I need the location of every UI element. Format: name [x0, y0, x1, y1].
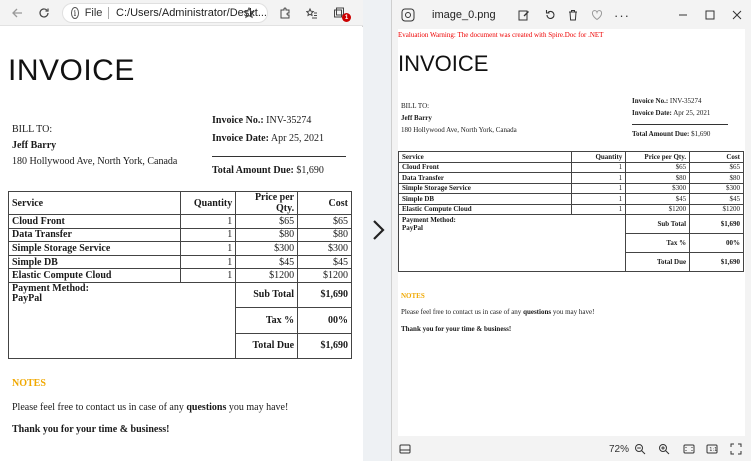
zoom-out-icon: [634, 443, 646, 455]
service-cell: Cloud Front: [9, 215, 181, 229]
browser-window: [0, 0, 363, 461]
collections-button[interactable]: [330, 4, 348, 22]
price-cell: $1200: [236, 269, 298, 283]
invoice-title: INVOICE: [398, 51, 489, 76]
filmstrip-icon: [399, 444, 411, 454]
more-options-button[interactable]: [614, 7, 630, 23]
photos-app-icon: [400, 7, 416, 23]
total-due-value: $1,690: [691, 130, 711, 138]
cost-cell: $1200: [298, 269, 352, 283]
viewer-titlebar: [392, 0, 751, 30]
rendered-image: [398, 29, 745, 436]
payment-method-value: PayPal: [12, 292, 42, 304]
invoice-date: Apr 25, 2021: [270, 133, 324, 144]
price-cell: $65: [626, 162, 690, 173]
payment-method-cell: [9, 282, 236, 358]
tax-value: 00%: [690, 234, 744, 253]
minimize-icon: [678, 10, 688, 20]
heart-icon: [591, 9, 603, 21]
favorite-image-button[interactable]: [589, 7, 605, 23]
qty-cell: 1: [572, 204, 626, 215]
table-header-row: [9, 192, 352, 215]
total-due-label: Total Amount Due:: [632, 130, 690, 138]
table-row: [399, 194, 744, 205]
sub-total-value: $1,690: [690, 215, 744, 234]
total-label: Total Due: [236, 333, 298, 358]
zoom-level: 72%: [608, 443, 629, 455]
invoice-title: INVOICE: [8, 54, 135, 87]
fullscreen-icon: [730, 443, 742, 455]
rotate-icon: [544, 9, 556, 21]
actual-size-icon: [706, 443, 718, 455]
invoice-no-label: Invoice No.:: [632, 97, 669, 105]
favorites-icon: [306, 7, 318, 19]
customer-name: Jeff Barry: [401, 114, 432, 122]
cost-cell: $45: [298, 255, 352, 269]
qty-cell: 1: [181, 269, 236, 283]
delete-button[interactable]: [565, 7, 581, 23]
column-header-service: Service: [399, 152, 572, 163]
payment-method-label: Payment Method:: [12, 282, 89, 294]
service-cell: Simple DB: [399, 194, 572, 205]
star-icon: [243, 7, 255, 19]
close-button[interactable]: [729, 7, 745, 23]
notes-text-end: you may have!: [226, 402, 289, 413]
table-row: [9, 228, 352, 242]
close-icon: [732, 10, 742, 20]
column-header-cost: Cost: [298, 192, 352, 215]
price-cell: $80: [626, 173, 690, 184]
divider: [212, 156, 346, 157]
fit-window-icon: [683, 443, 695, 455]
total-label: Total Due: [626, 253, 690, 272]
table-row: [9, 255, 352, 269]
notes-heading: NOTES: [401, 292, 425, 300]
sub-total-label: Sub Total: [236, 282, 298, 307]
tax-label: Tax %: [236, 307, 298, 333]
invoice-info-block: [632, 95, 728, 140]
cost-cell: $65: [298, 215, 352, 229]
fullscreen-button[interactable]: [729, 442, 743, 456]
column-header-service: Service: [9, 192, 181, 215]
table-row: [399, 204, 744, 215]
customer-address: 180 Hollywood Ave, North York, Canada: [12, 156, 178, 167]
total-due-value: $1,690: [296, 165, 324, 176]
service-cell: Simple DB: [9, 255, 181, 269]
invoice-date-label: Invoice Date:: [632, 109, 672, 117]
address-bar[interactable]: [62, 3, 268, 23]
divider: [632, 124, 728, 125]
tax-label: Tax %: [626, 234, 690, 253]
thanks-text: Thank you for your time & business!: [401, 325, 512, 333]
chevron-right-icon: [369, 218, 387, 242]
maximize-button[interactable]: [702, 7, 718, 23]
refresh-button[interactable]: [35, 4, 53, 22]
table-row: [399, 162, 744, 173]
address-path: C:/Users/Administrator/Deskt...: [116, 7, 267, 19]
column-header-cost: Cost: [690, 152, 744, 163]
browser-toolbar: [0, 0, 363, 26]
notes-text-bold: questions: [186, 402, 227, 413]
column-header-price: Price per Qty.: [626, 152, 690, 163]
service-cell: Simple Storage Service: [399, 183, 572, 194]
column-header-price: Price per Qty.: [236, 192, 298, 215]
invoice-info-block: [212, 113, 346, 178]
info-icon[interactable]: i: [71, 7, 79, 19]
qty-cell: 1: [181, 242, 236, 256]
customer-name: Jeff Barry: [12, 140, 57, 151]
bill-to-block: [401, 100, 517, 136]
payment-method-label: Payment Method:: [402, 216, 456, 224]
cost-cell: $1200: [690, 204, 744, 215]
sub-total-value: $1,690: [298, 282, 352, 307]
table-row: [399, 183, 744, 194]
favorites-bar-button[interactable]: [303, 4, 321, 22]
arrow-left-icon: [11, 7, 23, 19]
invoice-no: INV-35274: [266, 115, 312, 126]
invoice-table: [8, 191, 352, 359]
cost-cell: $300: [690, 183, 744, 194]
table-row: [9, 242, 352, 256]
qty-cell: 1: [181, 228, 236, 242]
notes-text-bold: questions: [523, 308, 552, 316]
invoice-no-label: Invoice No.:: [212, 115, 264, 126]
cost-cell: $80: [298, 228, 352, 242]
viewer-file-name: image_0.png: [432, 9, 496, 21]
cost-cell: $300: [298, 242, 352, 256]
column-header-quantity: Quantity: [181, 192, 236, 215]
refresh-icon: [38, 7, 50, 19]
qty-cell: 1: [572, 162, 626, 173]
total-due-label: Total Amount Due:: [212, 165, 294, 176]
zoom-in-button[interactable]: [657, 442, 671, 456]
bill-to-label: BILL TO:: [401, 102, 430, 110]
trash-icon: [567, 9, 579, 21]
price-cell: $65: [236, 215, 298, 229]
invoice-date-label: Invoice Date:: [212, 133, 269, 144]
extensions-button[interactable]: [276, 4, 294, 22]
service-cell: Elastic Compute Cloud: [9, 269, 181, 283]
cost-cell: $45: [690, 194, 744, 205]
thanks-text: Thank you for your time & business!: [12, 424, 170, 435]
price-cell: $300: [626, 183, 690, 194]
price-cell: $300: [236, 242, 298, 256]
notes-text-end: you may have!: [551, 308, 595, 316]
sub-total-label: Sub Total: [626, 215, 690, 234]
price-cell: $45: [236, 255, 298, 269]
service-cell: Simple Storage Service: [9, 242, 181, 256]
table-header-row: [399, 152, 744, 163]
bill-to-label: BILL TO:: [12, 124, 53, 135]
qty-cell: 1: [572, 194, 626, 205]
address-separator: [108, 7, 109, 19]
edit-image-button[interactable]: [516, 7, 532, 23]
payment-method-value: PayPal: [402, 224, 423, 232]
svg-text:1:1: 1:1: [709, 447, 718, 454]
qty-cell: 1: [181, 215, 236, 229]
qty-cell: 1: [181, 255, 236, 269]
invoice-document: [0, 27, 363, 461]
evaluation-warning: Evaluation Warning: The document was created with Spire.Doc for .NET: [398, 31, 604, 39]
fit-to-window-button[interactable]: [682, 442, 696, 456]
address-scheme-label: File: [84, 7, 103, 19]
invoice-table: [398, 151, 744, 272]
favorite-button[interactable]: [240, 4, 258, 22]
column-header-quantity: Quantity: [572, 152, 626, 163]
service-cell: Cloud Front: [399, 162, 572, 173]
table-row: [9, 215, 352, 229]
bill-to-block: [12, 123, 177, 169]
service-cell: Elastic Compute Cloud: [399, 204, 572, 215]
zoom-in-icon: [658, 443, 670, 455]
back-button[interactable]: [8, 4, 26, 22]
filmstrip-button[interactable]: [398, 442, 412, 456]
sub-total-row: [399, 215, 744, 234]
qty-cell: 1: [572, 173, 626, 184]
sub-total-row: [9, 282, 352, 307]
price-cell: $80: [236, 228, 298, 242]
price-cell: $45: [626, 194, 690, 205]
tax-value: 00%: [298, 307, 352, 333]
notes-text-start: Please feel free to contact us in case of any: [12, 402, 187, 413]
maximize-icon: [705, 10, 715, 20]
notes-text: [12, 401, 288, 415]
notes-heading: NOTES: [12, 378, 46, 389]
notification-badge: 1: [342, 13, 351, 22]
customer-address: 180 Hollywood Ave, North York, Canada: [401, 126, 517, 134]
edit-icon: [518, 9, 530, 21]
service-cell: Data Transfer: [9, 228, 181, 242]
invoice-date: Apr 25, 2021: [673, 109, 711, 117]
total-value: $1,690: [690, 253, 744, 272]
ellipsis-icon: ···: [614, 7, 630, 23]
minimize-button[interactable]: [675, 7, 691, 23]
cost-cell: $65: [690, 162, 744, 173]
puzzle-icon: [279, 7, 291, 19]
service-cell: Data Transfer: [399, 173, 572, 184]
cost-cell: $80: [690, 173, 744, 184]
price-cell: $1200: [626, 204, 690, 215]
actual-size-button[interactable]: [705, 442, 719, 456]
qty-cell: 1: [572, 183, 626, 194]
notes-section: [401, 291, 594, 335]
viewer-statusbar: [392, 437, 751, 461]
rotate-button[interactable]: [542, 7, 558, 23]
image-viewer-window: [391, 0, 751, 461]
table-row: [399, 173, 744, 184]
total-value: $1,690: [298, 333, 352, 358]
invoice-no: INV-35274: [669, 97, 702, 105]
zoom-out-button[interactable]: [633, 442, 647, 456]
notes-text-start: Please feel free to contact us in case of any: [401, 308, 524, 316]
notes-section: [12, 377, 288, 437]
payment-method-cell: [399, 215, 626, 272]
notes-text: [401, 307, 594, 318]
table-row: [9, 269, 352, 283]
